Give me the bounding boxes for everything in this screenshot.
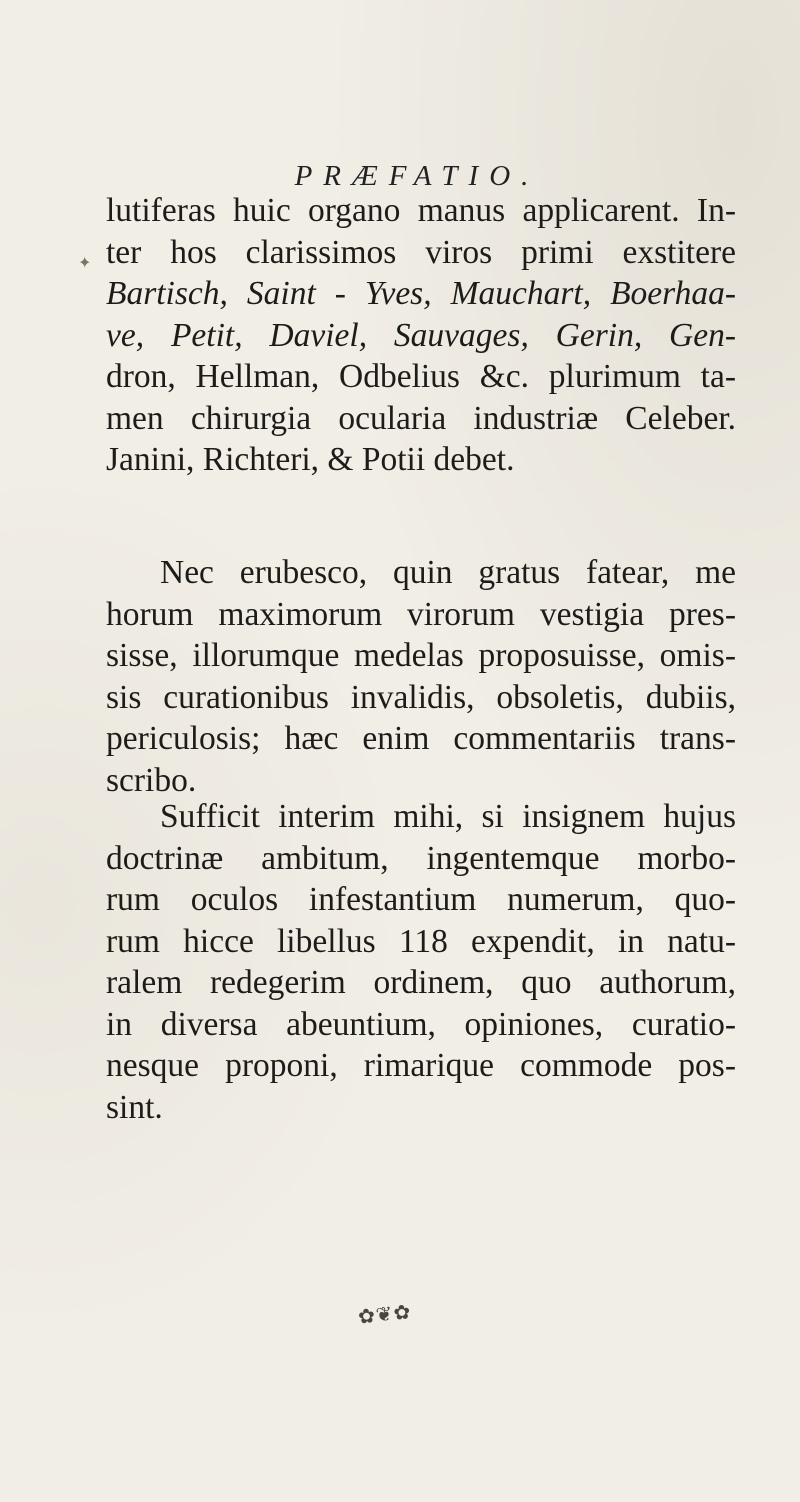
text-line: sint.	[106, 1088, 163, 1126]
text-line: lutiferas huic organo manus applicarent. In-	[106, 192, 736, 229]
text-line: rum hicce libellus 118 expendit, in natu-	[106, 922, 736, 960]
text-line: scribo.	[106, 761, 197, 799]
ornament-icon: ✿❦✿	[356, 1299, 413, 1329]
paragraph-3	[106, 796, 736, 1128]
text-line: ter hos clarissimos viros primi exstitere	[106, 233, 736, 271]
text-line: sisse, illorumque medelas proposuisse, omis-	[106, 637, 736, 674]
text-line: horum maximorum virorum vestigia pres-	[106, 595, 736, 633]
paragraph-1	[106, 190, 736, 481]
text-line: nesque proponi, rimarique commode pos-	[106, 1047, 736, 1084]
paragraph-2	[106, 552, 736, 801]
text-line: in diversa abeuntium, opiniones, curatio-	[106, 1005, 736, 1043]
text-line: periculosis; hæc enim commentariis trans-	[106, 720, 736, 757]
text-line: sis curationibus invalidis, obsoletis, dubiis,	[106, 678, 736, 716]
text-line: dron, Hellman, Odbelius &c. plurimum ta-	[106, 358, 736, 395]
text-line: doctrinæ ambitum, ingentemque morbo-	[106, 839, 736, 877]
text-line: men chirurgia ocularia industriæ Celeber.	[106, 399, 736, 437]
text-line: Sufficit interim mihi, si insignem hujus	[160, 798, 736, 835]
text-line: Janini, Richteri, & Potii debet.	[106, 441, 515, 478]
text-line: Bartisch, Saint - Yves, Mauchart, Boerhaa-	[106, 275, 736, 312]
text-line: ralem redegerim ordinem, quo authorum,	[106, 964, 736, 1001]
margin-mark-icon: ✦	[78, 253, 92, 272]
text-line: Nec erubesco, quin gratus fatear, me	[160, 554, 736, 591]
page-header: PRÆFATIO.	[294, 160, 540, 192]
text-line: rum oculos infestantium numerum, quo-	[106, 881, 736, 918]
text-line: ve, Petit, Daviel, Sauvages, Gerin, Gen-	[106, 316, 736, 354]
